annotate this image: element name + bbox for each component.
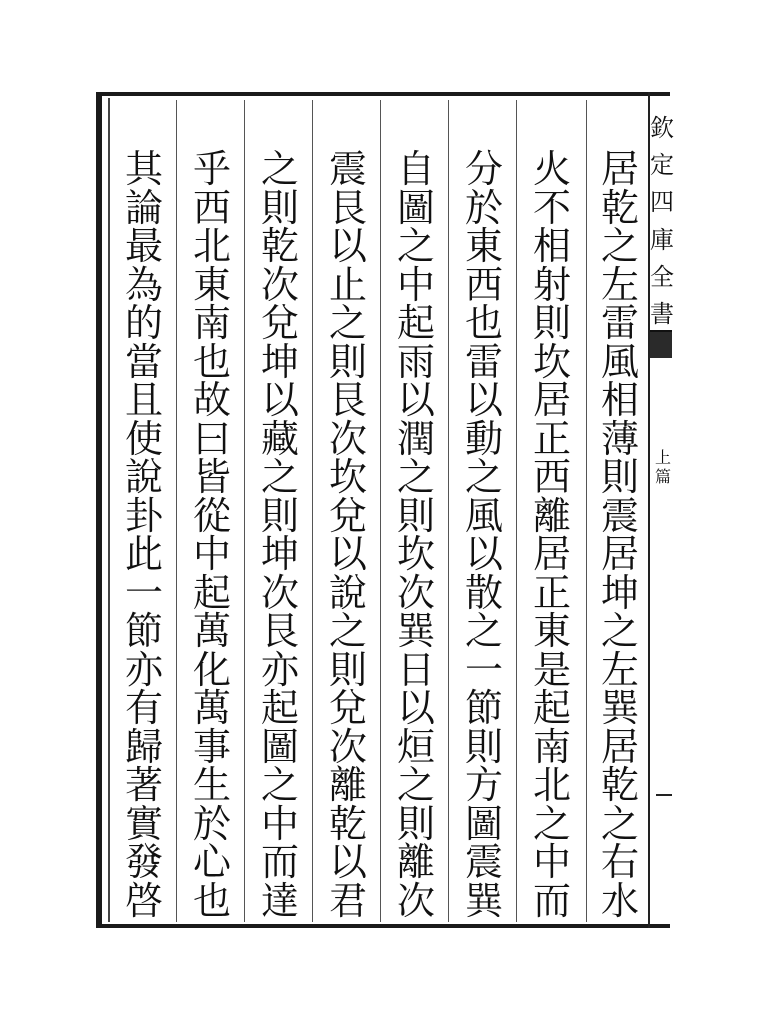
character: 則 [396,801,435,846]
character: 坤 [260,339,299,384]
character: 薄 [600,416,639,461]
character: 萬 [192,609,231,654]
character: 心 [192,840,231,885]
character: 艮 [328,378,367,423]
character: 以 [328,224,367,269]
character: 之 [600,224,639,269]
character: 而 [260,840,299,885]
character: 居 [532,378,571,423]
character: 風 [464,493,503,538]
character: 則 [396,493,435,538]
character: 於 [192,801,231,846]
character: 坎 [396,532,435,577]
character: 兌 [328,686,367,731]
character: 離 [328,763,367,808]
character: 坎 [328,455,367,500]
character: 艮 [260,609,299,654]
character: 次 [396,878,435,923]
character: 乎 [192,147,231,191]
character: 南 [532,724,571,769]
text-column-5 [320,147,376,923]
character: 艮 [328,185,367,230]
character: 次 [396,570,435,615]
character: 則 [328,339,367,384]
character: 以 [328,532,367,577]
character: 有 [124,686,163,731]
banxin-character: 篇 [654,467,671,487]
character: 乾 [600,763,639,808]
character: 於 [464,185,503,230]
banxin-bottom-line [656,794,672,796]
character: 正 [532,416,571,461]
character: 巽 [464,878,503,923]
character: 乾 [328,801,367,846]
character: 君 [328,878,367,923]
character: 次 [328,416,367,461]
character: 中 [260,801,299,846]
character: 以 [396,686,435,731]
character: 水 [600,878,639,923]
character: 南 [192,301,231,346]
character: 震 [600,493,639,538]
character: 生 [192,763,231,808]
character: 啓 [124,878,163,923]
character: 則 [464,724,503,769]
character: 著 [124,763,163,808]
character: 也 [192,339,231,384]
character: 北 [532,763,571,808]
character: 亦 [260,647,299,692]
character: 次 [260,262,299,307]
character: 說 [124,455,163,500]
character: 兌 [260,301,299,346]
banxin-character: 欽 [650,114,674,142]
banxin-character: 全 [650,262,674,291]
banxin-juan-label [652,448,674,486]
character: 之 [464,609,503,654]
character: 節 [464,686,503,731]
character: 西 [532,455,571,500]
character: 以 [464,378,503,423]
character: 震 [328,147,367,191]
character: 坎 [532,339,571,384]
character: 皆 [192,455,231,500]
banxin-title [650,110,674,333]
character: 分 [464,147,503,191]
character: 實 [124,801,163,846]
character: 當 [124,339,163,384]
character: 乾 [600,185,639,230]
character: 此 [124,532,163,577]
character: 火 [532,147,571,191]
character: 節 [124,609,163,654]
column-rule [244,100,245,922]
column-rule [176,100,177,922]
character: 之 [260,763,299,808]
character: 西 [464,262,503,307]
character: 止 [328,262,367,307]
character: 也 [464,301,503,346]
character: 且 [124,378,163,423]
banxin-character: 書 [650,299,674,328]
character: 相 [532,224,571,269]
character: 東 [464,224,503,269]
character: 以 [328,840,367,885]
character: 自 [396,147,435,191]
character: 右 [600,840,639,885]
column-rule [380,100,381,922]
character: 次 [260,570,299,615]
character: 圖 [464,801,503,846]
character: 東 [532,609,571,654]
character: 以 [260,378,299,423]
character: 潤 [396,416,435,461]
character: 則 [260,493,299,538]
character: 不 [532,185,571,230]
character: 之 [532,801,571,846]
character: 從 [192,493,231,538]
character: 巽 [396,609,435,654]
character: 則 [600,455,639,500]
character: 達 [260,878,299,923]
character: 也 [192,878,231,923]
character: 起 [260,686,299,731]
text-column-3 [456,147,512,923]
character: 北 [192,224,231,269]
character: 歸 [124,724,163,769]
character: 之 [260,147,299,191]
character: 藏 [260,416,299,461]
column-rule [516,100,517,922]
fish-tail-mark [650,332,672,358]
character: 故 [192,378,231,423]
character: 東 [192,262,231,307]
banxin-character: 庫 [650,225,674,254]
character: 雷 [600,301,639,346]
character: 以 [464,532,503,577]
character: 巽 [600,686,639,731]
character: 之 [396,224,435,269]
character: 則 [328,647,367,692]
character: 居 [532,532,571,577]
character: 左 [600,647,639,692]
character: 曰 [192,416,231,461]
character: 之 [600,801,639,846]
character: 之 [396,763,435,808]
character: 之 [464,455,503,500]
character: 雷 [464,339,503,384]
text-column-2 [524,147,580,923]
character: 中 [396,262,435,307]
text-column-6 [252,147,308,923]
character: 離 [532,493,571,538]
character: 論 [124,185,163,230]
character: 次 [328,724,367,769]
column-rule [448,100,449,922]
character: 為 [124,262,163,307]
character: 日 [396,647,435,692]
character: 震 [464,840,503,885]
character: 之 [328,301,367,346]
character: 風 [600,339,639,384]
character: 發 [124,840,163,885]
character: 使 [124,416,163,461]
character: 卦 [124,493,163,538]
character: 起 [532,686,571,731]
text-column-8 [116,147,172,923]
text-column-1 [592,147,648,923]
character: 一 [124,570,163,615]
inner-border-line [108,98,110,922]
character: 萬 [192,686,231,731]
character: 雨 [396,339,435,384]
character: 其 [124,147,163,191]
character: 化 [192,647,231,692]
character: 的 [124,301,163,346]
character: 中 [532,840,571,885]
character: 西 [192,185,231,230]
character: 中 [192,532,231,577]
text-column-7 [184,147,240,923]
banxin-character: 四 [650,188,674,217]
character: 散 [464,570,503,615]
character: 之 [396,455,435,500]
character: 是 [532,647,571,692]
character: 居 [600,147,639,191]
character: 起 [192,570,231,615]
character: 坤 [260,532,299,577]
character: 正 [532,570,571,615]
character: 之 [600,609,639,654]
character: 方 [464,763,503,808]
character: 離 [396,840,435,885]
character: 以 [396,378,435,423]
character: 之 [328,609,367,654]
character: 坤 [600,570,639,615]
character: 亦 [124,647,163,692]
page-border [96,92,670,928]
character: 兌 [328,493,367,538]
character: 事 [192,724,231,769]
character: 起 [396,301,435,346]
character: 而 [532,878,571,923]
character: 射 [532,262,571,307]
character: 圖 [260,724,299,769]
character: 乾 [260,224,299,269]
column-rule [312,100,313,922]
character: 相 [600,378,639,423]
text-column-4 [388,147,444,923]
character: 則 [260,185,299,230]
character: 動 [464,416,503,461]
character: 則 [532,301,571,346]
character: 最 [124,224,163,269]
character: 一 [464,647,503,692]
character: 圖 [396,185,435,230]
character: 烜 [396,724,435,769]
character: 之 [260,455,299,500]
character: 居 [600,532,639,577]
banxin-character: 上 [654,448,671,467]
character: 居 [600,724,639,769]
character: 左 [600,262,639,307]
banxin-character: 定 [650,151,674,180]
column-rule [586,100,587,922]
character: 說 [328,570,367,615]
